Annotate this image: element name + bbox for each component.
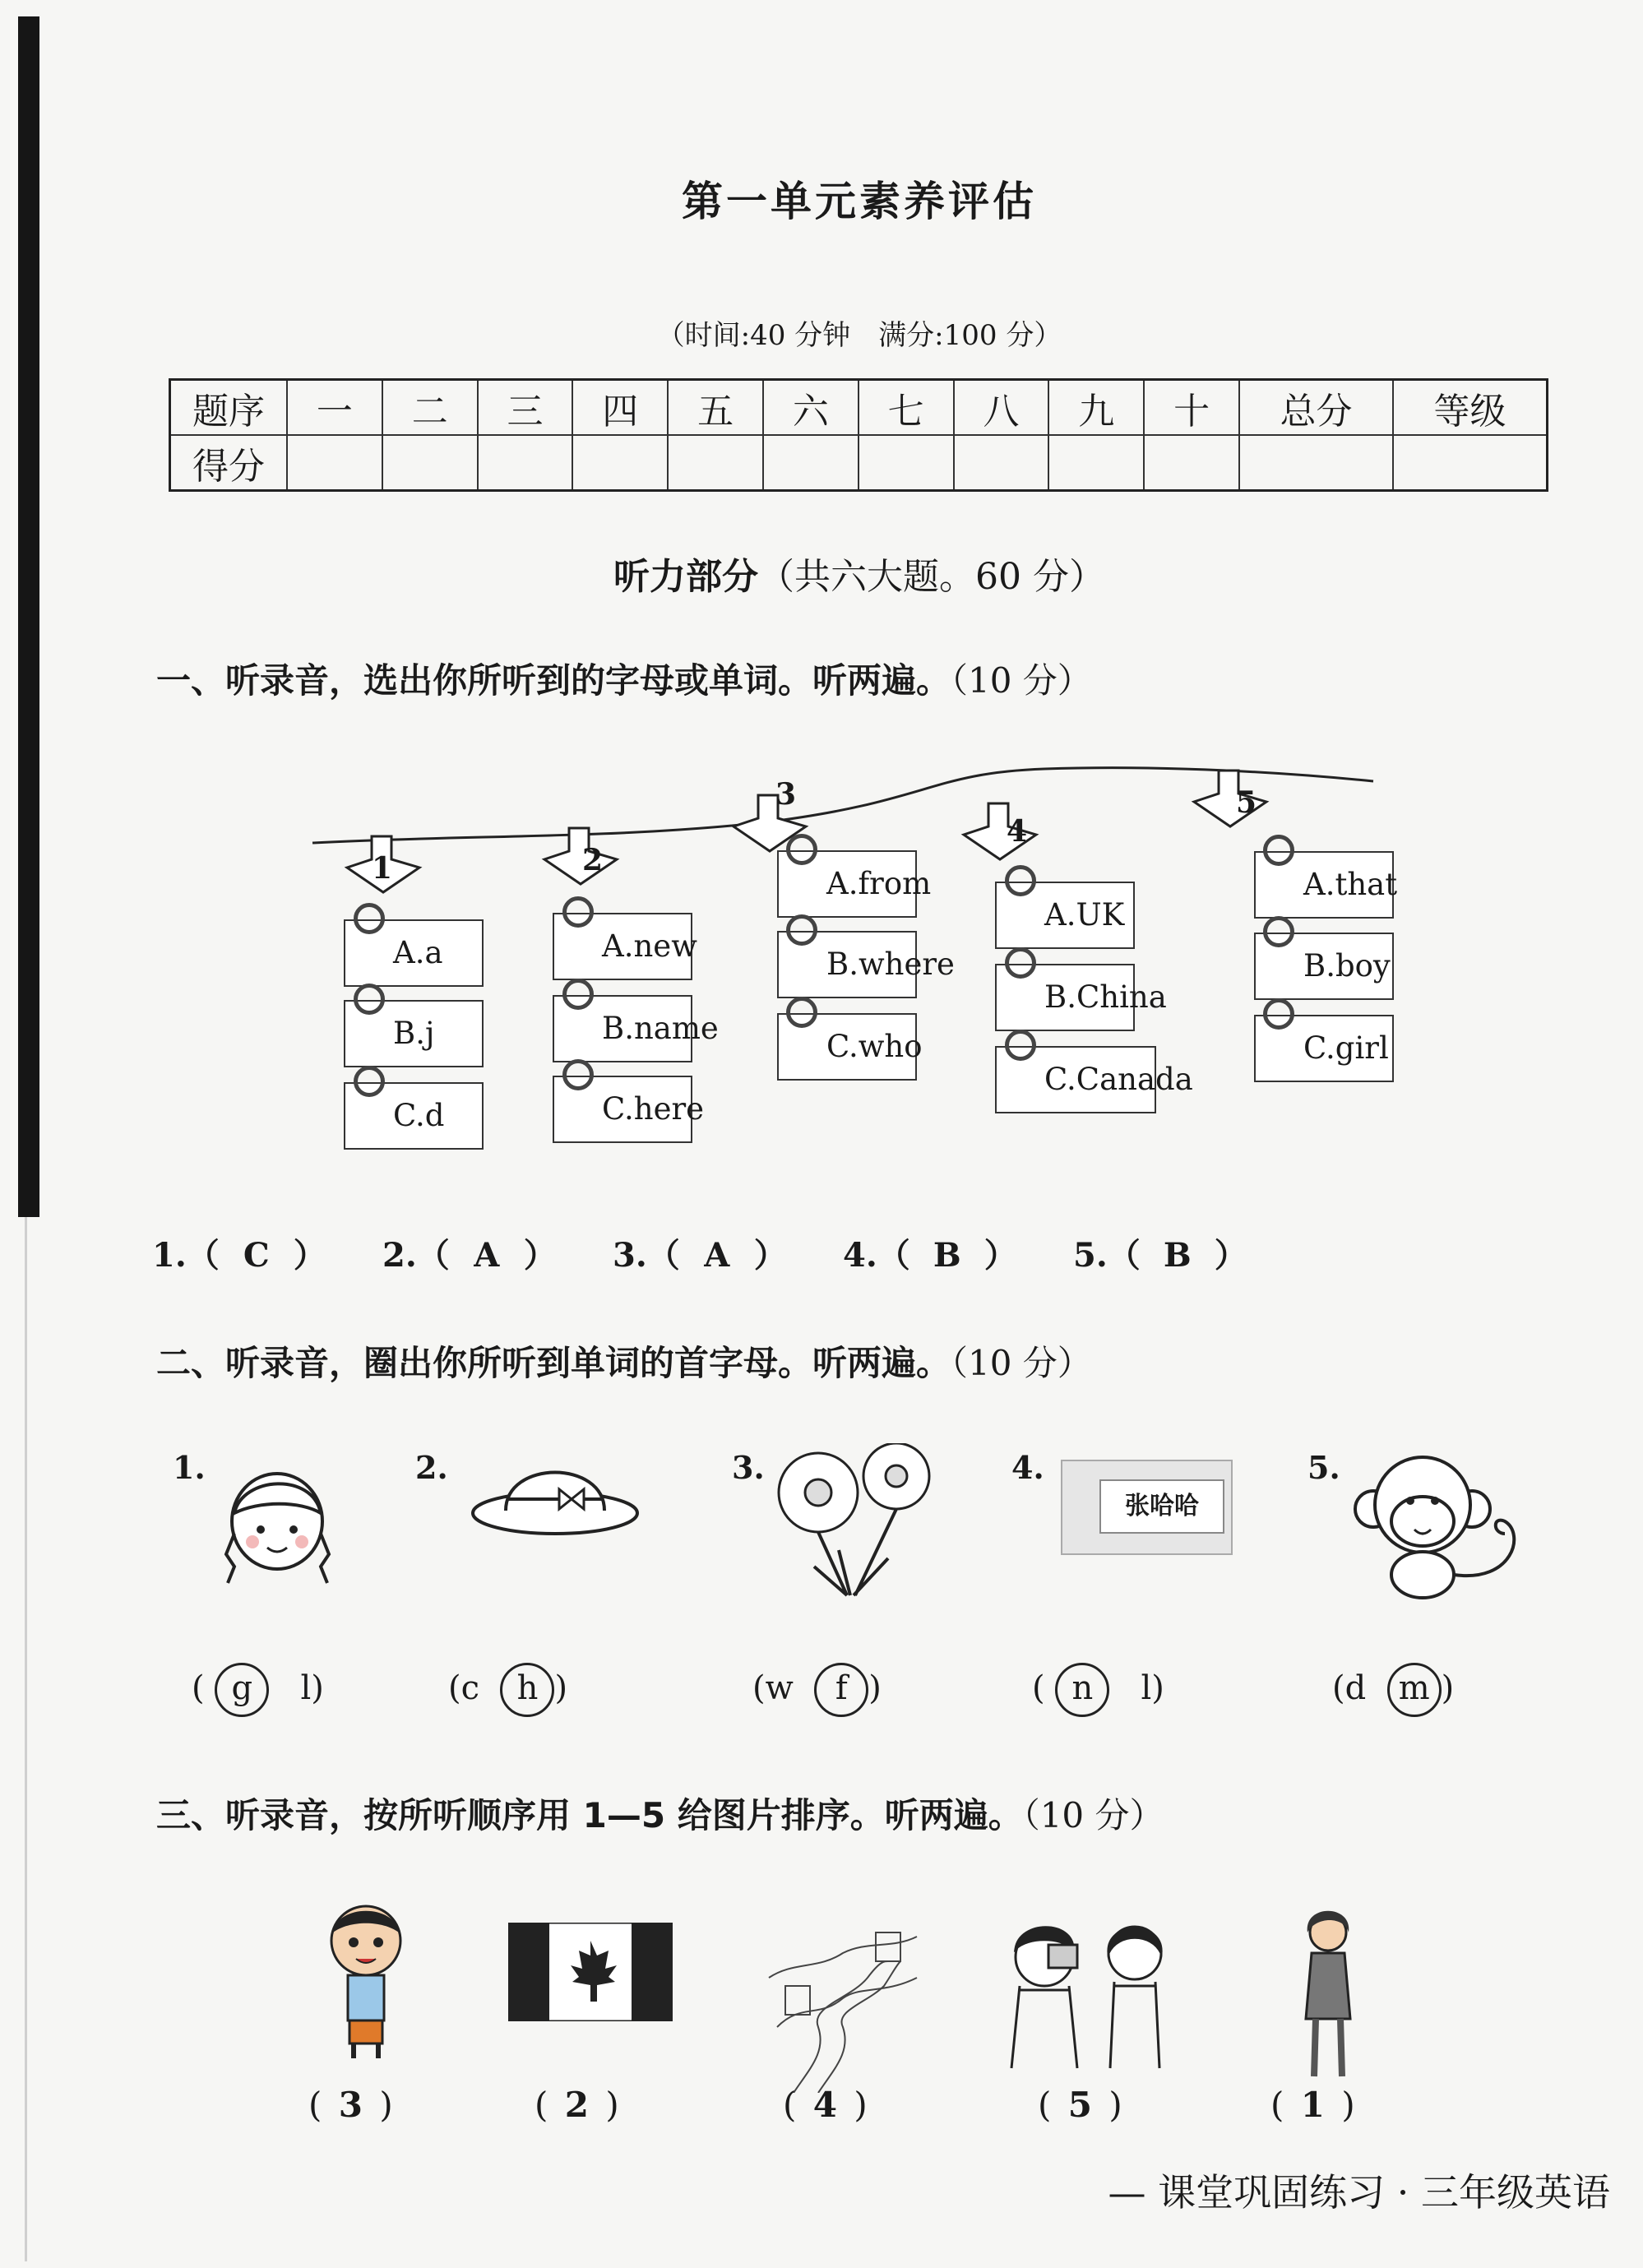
group-number: 2 bbox=[582, 843, 604, 877]
score-cell: 总分 bbox=[1239, 380, 1393, 436]
section-title: 一、听录音，选出你所听到的字母或单词。听两遍。 bbox=[156, 660, 951, 701]
binding-edge-line bbox=[25, 1217, 27, 2261]
section-3-heading bbox=[156, 1789, 1164, 1838]
item-number: 4. bbox=[1011, 1449, 1044, 1486]
option-card: C.here bbox=[553, 1076, 692, 1143]
page-title: 第一单元素养评估 bbox=[682, 178, 1037, 225]
section-points: （10 分） bbox=[1022, 1795, 1164, 1835]
score-cell: 题序 bbox=[170, 380, 288, 436]
item-number: 3. bbox=[732, 1449, 765, 1486]
hat-icon bbox=[465, 1451, 646, 1542]
group-number: 3 bbox=[775, 777, 797, 812]
score-cell: 六 bbox=[763, 380, 859, 436]
option-card: C.girl bbox=[1254, 1015, 1394, 1082]
order-value[interactable]: 2 bbox=[564, 2085, 589, 2125]
option-card: C.d bbox=[344, 1082, 484, 1150]
score-input-cell[interactable] bbox=[572, 435, 668, 491]
letter-option[interactable]: h bbox=[500, 1663, 554, 1717]
letter-option[interactable]: g bbox=[215, 1663, 269, 1717]
boy-icon bbox=[317, 1900, 415, 2064]
answer-value[interactable]: A bbox=[474, 1236, 500, 1275]
answer-label: 3.（ bbox=[613, 1236, 680, 1275]
score-cell: 九 bbox=[1048, 380, 1144, 436]
answer-5 bbox=[1073, 1229, 1247, 1276]
section-1-heading bbox=[156, 654, 1092, 703]
answer-1 bbox=[152, 1229, 326, 1276]
option-card: B.where bbox=[777, 931, 917, 998]
answer-4 bbox=[843, 1229, 1017, 1276]
answer-label: 1.（ bbox=[152, 1236, 220, 1275]
item-number: 2. bbox=[415, 1449, 448, 1486]
option-card: A.that bbox=[1254, 851, 1394, 919]
flower-icon bbox=[765, 1443, 946, 1599]
choice-2: (c h ) bbox=[448, 1663, 567, 1717]
answer-3 bbox=[613, 1229, 787, 1276]
section-title: 三、听录音，按所听顺序用 1—5 给图片排序。听两遍。 bbox=[156, 1795, 1023, 1835]
answer-label: 5.（ bbox=[1073, 1236, 1141, 1275]
ring-icon bbox=[1263, 835, 1294, 866]
score-input-cell[interactable] bbox=[1048, 435, 1144, 491]
ring-icon bbox=[1263, 998, 1294, 1030]
score-table-header-row bbox=[170, 380, 1548, 436]
score-cell: 得分 bbox=[170, 435, 288, 491]
choice-1: ( g l) bbox=[192, 1663, 324, 1717]
score-cell: 等级 bbox=[1393, 380, 1548, 436]
great-wall-icon bbox=[761, 1928, 925, 2093]
score-cell: 一 bbox=[287, 380, 382, 436]
canada-flag-icon bbox=[508, 1923, 673, 2021]
option-card: A.a bbox=[344, 919, 484, 987]
score-cell: 五 bbox=[668, 380, 763, 436]
option-card: A.from bbox=[777, 850, 917, 918]
score-cell: 七 bbox=[859, 380, 954, 436]
order-answer-3: ( 4 ) bbox=[783, 2085, 868, 2125]
order-answer-4: ( 5 ) bbox=[1038, 2085, 1122, 2125]
page-footer: — 课堂巩固练习 · 三年级英语 bbox=[1108, 2170, 1610, 2215]
exam-subtitle: （时间:40 分钟 满分:100 分） bbox=[656, 319, 1062, 352]
answer-close: ） bbox=[983, 1236, 1017, 1275]
answer-close: ） bbox=[523, 1236, 557, 1275]
choice-3: (w f ) bbox=[752, 1663, 882, 1717]
letter-option[interactable]: f bbox=[814, 1663, 868, 1717]
ring-icon bbox=[354, 903, 385, 934]
score-cell: 三 bbox=[478, 380, 573, 436]
ring-icon bbox=[1005, 947, 1036, 979]
letter-option[interactable]: w bbox=[765, 1669, 794, 1707]
order-answer-2: ( 2 ) bbox=[535, 2085, 619, 2125]
letter-option[interactable]: m bbox=[1387, 1663, 1442, 1717]
group-number: 4 bbox=[1007, 814, 1028, 849]
score-input-cell[interactable] bbox=[859, 435, 954, 491]
ring-icon bbox=[1005, 865, 1036, 896]
item-number: 1. bbox=[173, 1449, 206, 1486]
section-title: 二、听录音，圈出你所听到单词的首字母。听两遍。 bbox=[156, 1343, 951, 1383]
answer-value[interactable]: A bbox=[704, 1236, 730, 1275]
score-input-cell[interactable] bbox=[1239, 435, 1393, 491]
option-card: B.boy bbox=[1254, 933, 1394, 1000]
order-value[interactable]: 4 bbox=[812, 2085, 837, 2125]
ring-icon bbox=[1005, 1030, 1036, 1061]
choice-4: ( n l) bbox=[1032, 1663, 1164, 1717]
ring-icon bbox=[562, 979, 594, 1010]
answer-label: 2.（ bbox=[382, 1236, 450, 1275]
score-cell: 八 bbox=[954, 380, 1049, 436]
name-card-icon bbox=[1061, 1460, 1233, 1555]
score-input-cell[interactable] bbox=[954, 435, 1049, 491]
option-card: B.name bbox=[553, 995, 692, 1062]
order-answer-5: ( 1 ) bbox=[1270, 2085, 1355, 2125]
letter-option[interactable]: l bbox=[1141, 1669, 1152, 1707]
letter-option[interactable]: c bbox=[461, 1669, 480, 1707]
ring-icon bbox=[786, 997, 817, 1028]
score-input-cell[interactable] bbox=[478, 435, 573, 491]
girl-icon bbox=[210, 1456, 345, 1591]
score-input-cell[interactable] bbox=[763, 435, 859, 491]
score-cell: 二 bbox=[382, 380, 478, 436]
monkey-icon bbox=[1349, 1451, 1538, 1599]
section-points: （10 分） bbox=[951, 660, 1092, 701]
part-heading-rest: （共六大题。60 分） bbox=[758, 556, 1105, 598]
choice-5: (d m ) bbox=[1332, 1663, 1454, 1717]
answer-label: 4.（ bbox=[843, 1236, 910, 1275]
ring-icon bbox=[354, 1066, 385, 1097]
answer-close: ） bbox=[1214, 1236, 1247, 1275]
group-number: 1 bbox=[372, 851, 393, 886]
order-value[interactable]: 5 bbox=[1067, 2085, 1092, 2125]
option-card: A.new bbox=[553, 913, 692, 980]
option-card: C.Canada bbox=[995, 1046, 1156, 1113]
part-heading-bold: 听力部分 bbox=[613, 556, 758, 598]
letter-option[interactable]: d bbox=[1344, 1669, 1367, 1707]
score-table-score-row bbox=[170, 435, 1548, 491]
order-answer-1: ( 3 ) bbox=[308, 2085, 393, 2125]
friends-icon bbox=[995, 1912, 1192, 2076]
option-card: B.China bbox=[995, 964, 1135, 1031]
answer-close: ） bbox=[753, 1236, 787, 1275]
score-input-cell[interactable] bbox=[287, 435, 382, 491]
answer-2 bbox=[382, 1229, 557, 1276]
item-number: 5. bbox=[1307, 1449, 1340, 1486]
ring-icon bbox=[562, 1059, 594, 1090]
score-input-cell[interactable] bbox=[1144, 435, 1239, 491]
answer-close: ） bbox=[293, 1236, 326, 1275]
ring-icon bbox=[786, 914, 817, 946]
woman-icon bbox=[1291, 1904, 1365, 2085]
score-input-cell[interactable] bbox=[668, 435, 763, 491]
option-card: A.UK bbox=[995, 882, 1135, 949]
ring-icon bbox=[1263, 916, 1294, 947]
option-card: C.who bbox=[777, 1013, 917, 1081]
answer-value[interactable]: B bbox=[933, 1236, 961, 1275]
answer-value[interactable]: C bbox=[243, 1236, 270, 1275]
section-points: （10 分） bbox=[951, 1343, 1092, 1383]
name-card-text: 张哈哈 bbox=[1099, 1479, 1224, 1534]
letter-option[interactable]: l bbox=[300, 1669, 312, 1707]
order-value[interactable]: 3 bbox=[338, 2085, 363, 2125]
score-cell: 四 bbox=[572, 380, 668, 436]
ring-icon bbox=[354, 984, 385, 1015]
ring-icon bbox=[562, 896, 594, 928]
score-input-cell[interactable] bbox=[382, 435, 478, 491]
score-table bbox=[169, 378, 1548, 492]
score-input-cell[interactable] bbox=[1393, 435, 1548, 491]
ring-icon bbox=[786, 834, 817, 865]
answer-value[interactable]: B bbox=[1163, 1236, 1192, 1275]
listening-part-heading bbox=[0, 547, 1643, 599]
letter-option[interactable]: n bbox=[1055, 1663, 1109, 1717]
score-cell: 十 bbox=[1144, 380, 1239, 436]
option-card: B.j bbox=[344, 1000, 484, 1067]
group-number: 5 bbox=[1236, 785, 1257, 820]
section-2-heading bbox=[156, 1336, 1092, 1386]
order-value[interactable]: 1 bbox=[1300, 2085, 1325, 2125]
